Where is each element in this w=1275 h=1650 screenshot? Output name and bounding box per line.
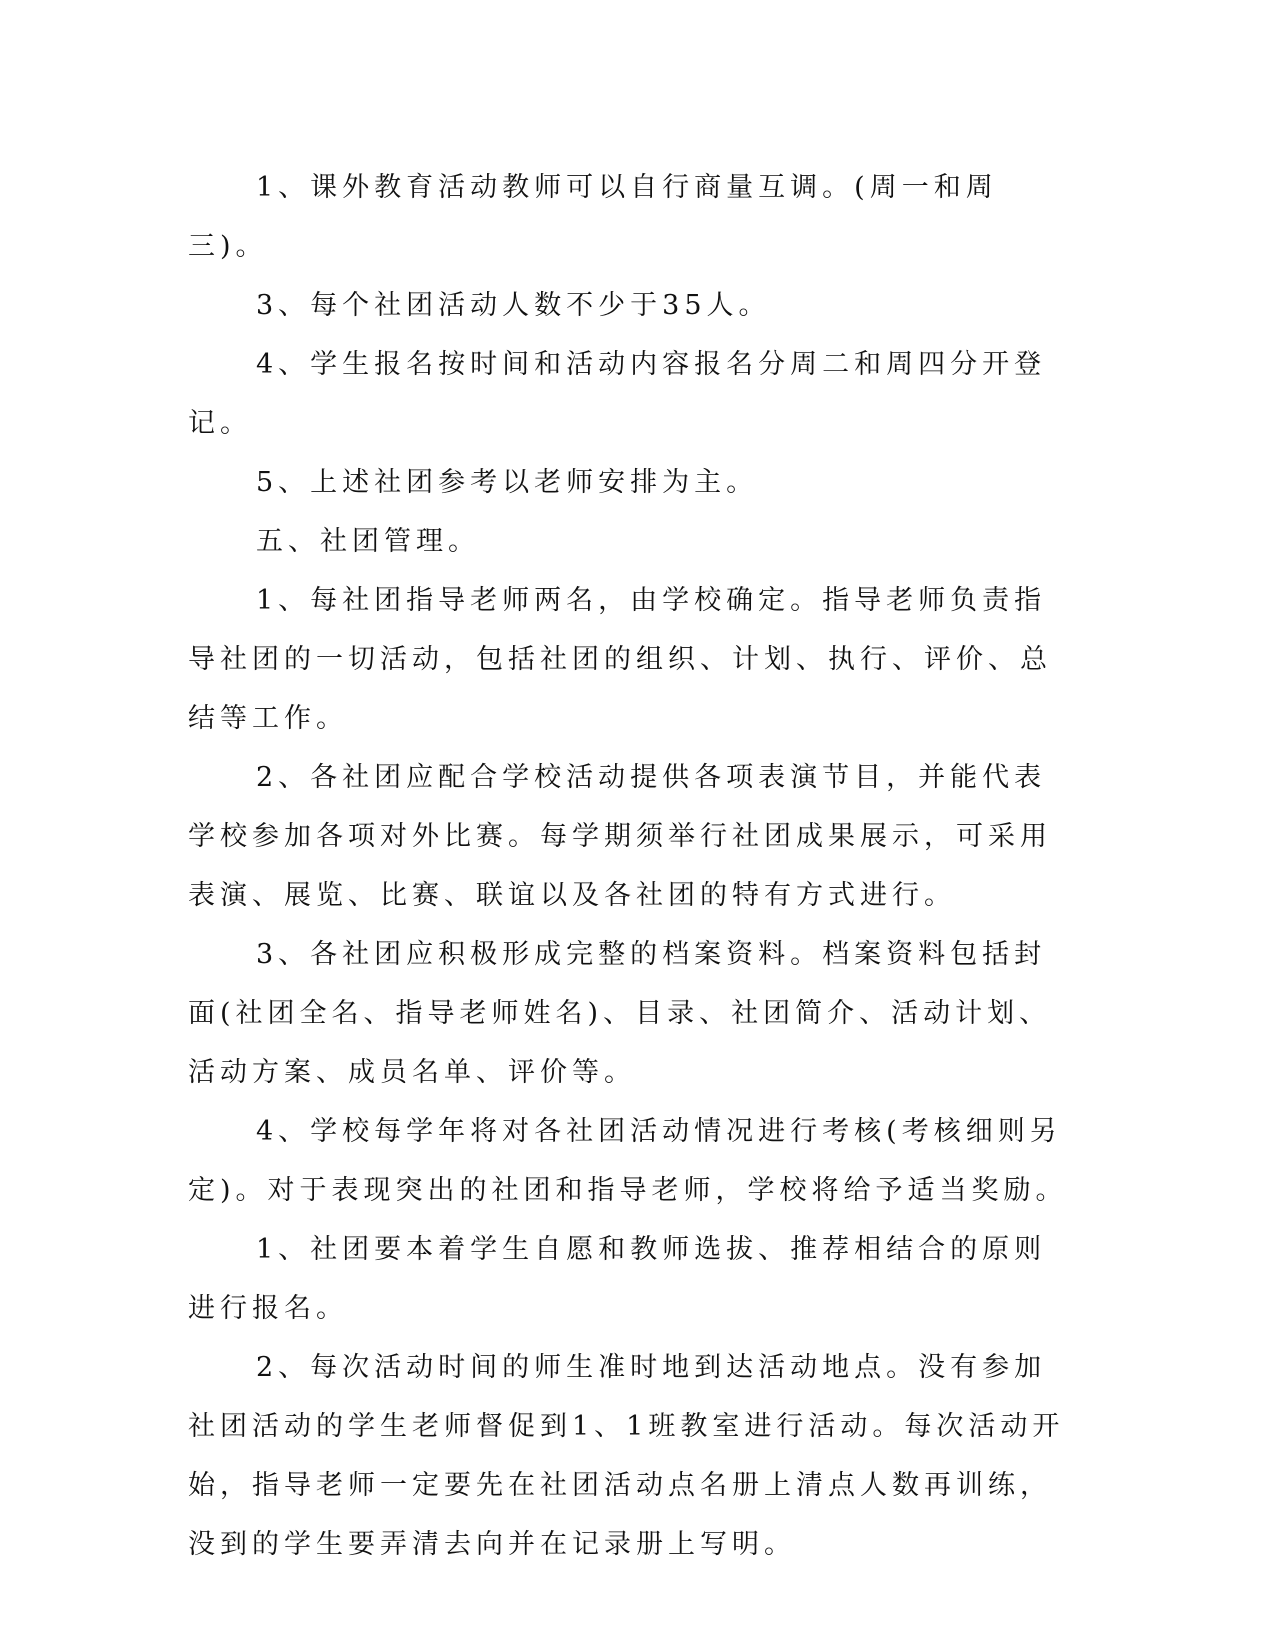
paragraph-8: 3、各社团应积极形成完整的档案资料。档案资料包括封面(社团全名、指导老师姓名)、目录、社团简介、活动计划、活动方案、成员名单、评价等。: [188, 939, 1052, 1088]
section-heading-management: 五、社团管理。: [256, 526, 480, 557]
paragraph-11: 2、每次活动时间的师生准时地到达活动地点。没有参加社团活动的学生老师督促到1、1班教室进行活动。每次活动开始，指导老师一定要先在社团活动点名册上清点人数再训练，没到的学生要弄清去向并在记录册上写明。: [188, 1352, 1065, 1560]
paragraph-10: 1、社团要本着学生自愿和教师选拔、推荐相结合的原则进行报名。: [188, 1234, 1047, 1324]
paragraph-9: 4、学校每学年将对各社团活动情况进行考核(考核细则另定)。对于表现突出的社团和指导老师，学校将给予适当奖励。: [188, 1116, 1068, 1206]
paragraph-2: 3、每个社团活动人数不少于35人。: [256, 290, 771, 321]
document-body: [188, 158, 1068, 1574]
paragraph-3: 4、学生报名按时间和活动内容报名分周二和周四分开登记。: [188, 349, 1047, 439]
paragraph-4: 5、上述社团参考以老师安排为主。: [256, 467, 759, 498]
paragraph-7: 2、各社团应配合学校活动提供各项表演节目，并能代表学校参加各项对外比赛。每学期须举行社团成果展示，可采用表演、展览、比赛、联谊以及各社团的特有方式进行。: [188, 762, 1052, 911]
paragraph-1: 1、课外教育活动教师可以自行商量互调。(周一和周三)。: [188, 172, 998, 262]
paragraph-6: 1、每社团指导老师两名，由学校确定。指导老师负责指导社团的一切活动，包括社团的组织、计划、执行、评价、总结等工作。: [188, 585, 1052, 734]
